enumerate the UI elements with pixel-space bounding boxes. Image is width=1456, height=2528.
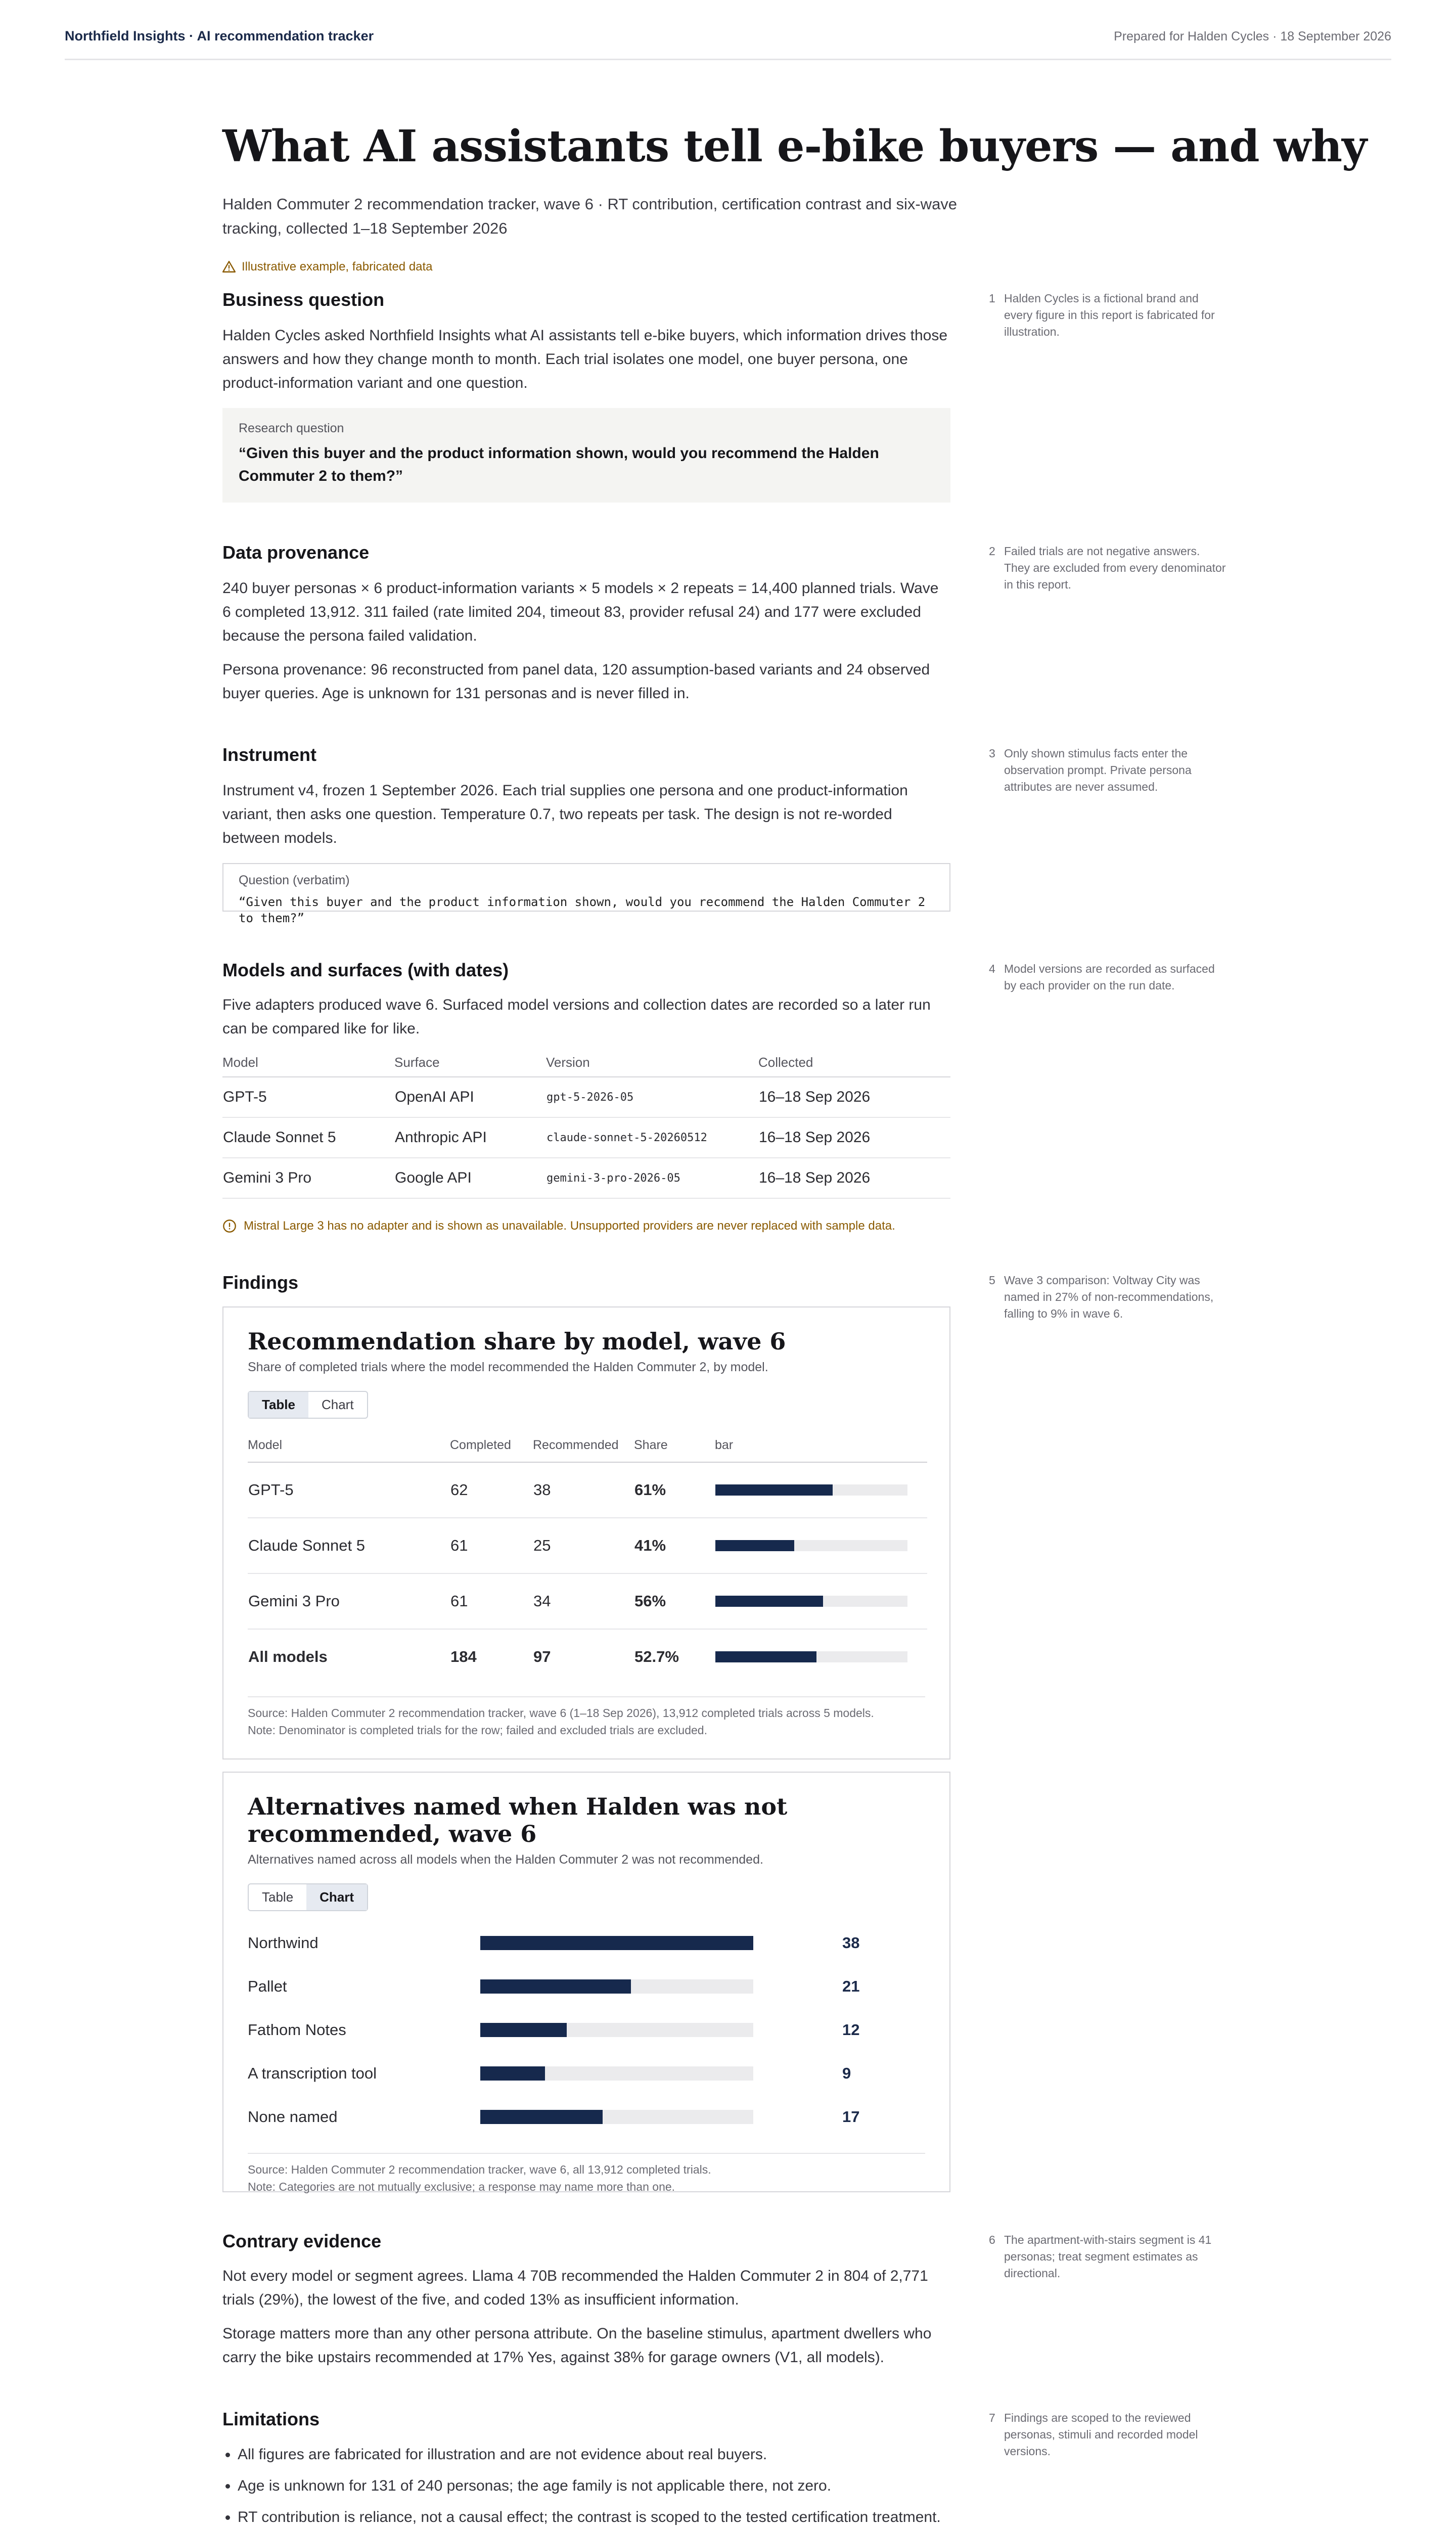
column-header: Model [222, 1055, 394, 1077]
toggle-chart[interactable]: Chart [306, 1884, 367, 1910]
bar [480, 2023, 567, 2037]
category-label: None named [248, 2108, 338, 2126]
bar [480, 1936, 753, 1950]
note-text: Note: Categories are not mutually exclusive; a response may name more than one. [248, 2180, 675, 2193]
bar-track [480, 2023, 753, 2037]
bar-row [248, 2052, 925, 2095]
table-row [222, 1077, 950, 1117]
column-header: bar [715, 1432, 927, 1462]
side-note [989, 290, 1226, 340]
source-text: Source: Halden Commuter 2 recommendation tracker, wave 6, all 13,912 completed trials. [248, 2163, 711, 2176]
research-question-text: “Given this buyer and the product information shown, would you recommend the Halden Commuter 2 to them?” [239, 445, 879, 484]
data-label: 9 [842, 2064, 851, 2082]
research-question-callout [222, 408, 950, 503]
category-label: A transcription tool [248, 2064, 377, 2082]
unavailable-notice-text: Mistral Large 3 has no adapter and is shown as unavailable. Unsupported providers are never replaced with sample data. [244, 1219, 895, 1233]
model-surface: OpenAI API [394, 1077, 546, 1117]
share-value: 41% [634, 1518, 715, 1573]
toggle-table[interactable]: Table [262, 1889, 294, 1905]
note-text: Failed trials are not negative answers. They are excluded from every denominator in this report. [1004, 545, 1226, 591]
list-item: • Age is unknown for 131 of 240 personas; the age family is not applicable there, not zero. [238, 2474, 950, 2498]
instrument-text: Instrument v4, frozen 1 September 2026. Each trial supplies one persona and one product-information variant, then asks one question. Temperature 0.7, two repeats per task. The design is not re-worded between models. [222, 782, 908, 846]
figure-subtitle: Alternatives named across all models when the Halden Commuter 2 was not recommended. [248, 1853, 763, 1867]
model-version: gemini-3-pro-2026-05 [546, 1158, 758, 1198]
note-text: Wave 3 comparison: Voltway City was named in 27% of non-recommendations, falling to 9% in wave 6. [1004, 1274, 1214, 1320]
models-text: Five adapters produced wave 6. Surfaced model versions and collection dates are recorded so a later run can be compared like for like. [222, 997, 931, 1037]
business-text: Halden Cycles asked Northfield Insights what AI assistants tell e-bike buyers, which information drives those answers and how they change month to month. Each trial isolates one model, one buyer persona, one product-information variant and one question. [222, 327, 948, 391]
models-table [222, 1055, 950, 1199]
model-collected: 16–18 Sep 2026 [758, 1077, 950, 1117]
list-item: • All figures are fabricated for illustration and are not evidence about real buyers. [238, 2443, 950, 2466]
page-title: What AI assistants tell e-bike buyers — and why [222, 121, 1367, 172]
note-text: Halden Cycles is a fictional brand and every figure in this report is fabricated for illustration. [1004, 292, 1215, 338]
table-row [248, 1462, 927, 1518]
bar [480, 1979, 631, 1994]
toggle-chart[interactable]: Chart [321, 1397, 354, 1412]
section-heading: Contrary evidence [222, 2231, 382, 2251]
bar-row [248, 2095, 925, 2139]
data-label: 38 [842, 1934, 860, 1952]
model-name: Gemini 3 Pro [222, 1158, 394, 1198]
model-version: gpt-5-2026-05 [546, 1077, 758, 1117]
model-collected: 16–18 Sep 2026 [758, 1158, 950, 1198]
section-heading: Models and surfaces (with dates) [222, 960, 509, 980]
note-number: 3 [989, 747, 995, 760]
completed-count: 61 [450, 1518, 533, 1573]
section-findings [222, 1272, 950, 1293]
question-verbatim-label: Question (verbatim) [239, 873, 350, 887]
note-number: 6 [989, 2233, 995, 2246]
model-name: GPT-5 [222, 1077, 394, 1117]
share-bar [715, 1651, 816, 1662]
question-verbatim-text: “Given this buyer and the product information shown, would you recommend the Halden Commuter 2 to them?” [239, 895, 933, 925]
source-text: Source: Halden Commuter 2 recommendation tracker, wave 6 (1–18 Sep 2026), 13,912 completed trials across 5 models. [248, 1706, 874, 1720]
table-row [222, 1117, 950, 1158]
note-number: 5 [989, 1274, 995, 1287]
unavailable-notice [222, 1219, 950, 1233]
contrary-text-2: Storage matters more than any other persona attribute. On the baseline stimulus, apartment dwellers who carry the bike upstairs recommended at 17% Yes, against 38% for garage owners (V1, all models). [222, 2325, 932, 2366]
hero [222, 116, 1367, 274]
recommended-count: 97 [533, 1648, 551, 1665]
alternatives-bar-chart [248, 1921, 925, 2139]
info-circle-icon [222, 1219, 237, 1233]
column-header: Recommended [533, 1432, 634, 1462]
section-heading: Instrument [222, 744, 317, 765]
bar [480, 2066, 545, 2081]
share-table [248, 1432, 927, 1684]
bar-row [248, 1965, 925, 2008]
model-version: claude-sonnet-5-20260512 [546, 1117, 758, 1158]
data-label: 12 [842, 2021, 860, 2039]
column-header: Surface [394, 1055, 546, 1077]
model-collected: 16–18 Sep 2026 [758, 1117, 950, 1158]
share-value: 52.7% [634, 1648, 679, 1665]
model-surface: Google API [394, 1158, 546, 1198]
fabricated-warning [222, 260, 950, 274]
top-bar [65, 28, 1391, 60]
figure-title: Alternatives named when Halden was not recommended, wave 6 [248, 1793, 788, 1847]
section-heading: Data provenance [222, 542, 370, 563]
completed-count: 62 [450, 1462, 533, 1518]
note-number: 1 [989, 292, 995, 305]
column-header: Completed [450, 1432, 533, 1462]
share-bar-track [715, 1540, 907, 1551]
figure-alternatives [222, 1772, 950, 2192]
side-note [989, 1272, 1226, 1322]
figure-source [248, 2153, 925, 2195]
side-note [989, 961, 1226, 994]
figure-subtitle: Share of completed trials where the model recommended the Halden Commuter 2, by model. [248, 1360, 768, 1374]
column-header: Collected [758, 1055, 950, 1077]
table-row [248, 1573, 927, 1629]
share-value: 56% [634, 1573, 715, 1629]
side-note [989, 2410, 1226, 2460]
completed-count: 184 [450, 1648, 477, 1665]
figure-recommendation-share [222, 1306, 950, 1759]
figure-title: Recommendation share by model, wave 6 [248, 1328, 786, 1355]
list-item: • RT contribution is reliance, not a causal effect; the contrast is scoped to the tested certification treatment. [238, 2506, 950, 2528]
model-surface: Anthropic API [394, 1117, 546, 1158]
table-row [248, 1518, 927, 1573]
table-row [222, 1158, 950, 1198]
note-number: 4 [989, 962, 995, 975]
note-text: Only shown stimulus facts enter the observation prompt. Private persona attributes are never assumed. [1004, 747, 1192, 793]
column-header: Version [546, 1055, 758, 1077]
bar [480, 2110, 603, 2124]
bar-row [248, 2008, 925, 2052]
view-toggle [248, 1883, 368, 1911]
warning-icon [222, 260, 236, 274]
share-bar-cell [715, 1518, 927, 1573]
model-name: Gemini 3 Pro [248, 1573, 450, 1629]
share-bar [715, 1484, 833, 1496]
section-instrument [222, 744, 950, 925]
prepared-for: Prepared for Halden Cycles · 18 September 2026 [1114, 29, 1391, 43]
share-bar-track [715, 1596, 907, 1607]
data-label: 21 [842, 1977, 860, 1995]
share-bar-cell [715, 1462, 927, 1518]
section-heading: Business question [222, 289, 385, 310]
table-header-row [248, 1432, 927, 1462]
recommended-count: 25 [533, 1518, 634, 1573]
category-label: Pallet [248, 1977, 287, 1995]
section-data-provenance [222, 542, 950, 705]
bar-track [480, 1979, 753, 1994]
share-bar-cell [715, 1573, 927, 1629]
category-label: Northwind [248, 1934, 318, 1952]
side-note [989, 745, 1226, 795]
share-bar-cell [715, 1629, 927, 1684]
note-number: 7 [989, 2411, 995, 2424]
data-label: 17 [842, 2108, 860, 2126]
provenance-text-1: 240 buyer personas × 6 product-information variants × 5 models × 2 repeats = 14,400 planned trials. Wave 6 completed 13,912. 311 failed (rate limited 204, timeout 83, provider refusal 24) and 177 were excluded because the persona failed validation. [222, 580, 939, 644]
side-note [989, 543, 1226, 593]
section-limitations [222, 2409, 950, 2528]
share-bar [715, 1596, 823, 1607]
table-row [248, 1629, 927, 1684]
research-question-label: Research question [239, 421, 344, 435]
note-text: The apartment-with-stairs segment is 41 personas; treat segment estimates as directional. [1004, 2233, 1212, 2280]
share-bar-track [715, 1651, 907, 1662]
bar-track [480, 2066, 753, 2081]
bar-track [480, 2110, 753, 2124]
warning-text: Illustrative example, fabricated data [242, 260, 433, 274]
bar-row [248, 1921, 925, 1965]
column-header: Model [248, 1432, 450, 1462]
recommended-count: 38 [533, 1462, 634, 1518]
section-contrary-evidence [222, 2231, 950, 2369]
model-name: Claude Sonnet 5 [222, 1117, 394, 1158]
section-models [222, 960, 950, 1233]
bar-track [480, 1936, 753, 1950]
figure-source [248, 1696, 925, 1739]
section-heading: Limitations [222, 2409, 320, 2429]
toggle-table[interactable]: Table [249, 1392, 308, 1418]
note-text: Findings are scoped to the reviewed personas, stimuli and recorded model versions. [1004, 2411, 1198, 2458]
question-verbatim-box [222, 863, 950, 925]
share-bar-track [715, 1484, 907, 1496]
section-heading: Findings [222, 1272, 298, 1293]
limitations-list [222, 2443, 950, 2528]
share-value: 61% [634, 1462, 715, 1518]
view-toggle [248, 1391, 368, 1419]
note-number: 2 [989, 545, 995, 558]
model-name: Claude Sonnet 5 [248, 1518, 450, 1573]
model-name: GPT-5 [248, 1462, 450, 1518]
column-header: Share [634, 1432, 715, 1462]
completed-count: 61 [450, 1573, 533, 1629]
recommended-count: 34 [533, 1573, 634, 1629]
section-business-question [222, 289, 950, 503]
category-label: Fathom Notes [248, 2021, 346, 2039]
table-header-row [222, 1055, 950, 1077]
share-bar [715, 1540, 794, 1551]
contrary-text-1: Not every model or segment agrees. Llama 4 70B recommended the Halden Commuter 2 in 804 of 2,771 trials (29%), the lowest of the five, and coded 13% as insufficient information. [222, 2268, 928, 2308]
brand: Northfield Insights · AI recommendation tracker [65, 28, 374, 43]
provenance-text-2: Persona provenance: 96 reconstructed from panel data, 120 assumption-based variants and 24 observed buyer queries. Age is unknown for 131 personas and is never filled in. [222, 661, 930, 702]
note-text: Note: Denominator is completed trials for the row; failed and excluded trials are excluded. [248, 1724, 707, 1737]
model-name: All models [248, 1648, 328, 1665]
note-text: Model versions are recorded as surfaced by each provider on the run date. [1004, 962, 1215, 992]
side-note [989, 2232, 1226, 2282]
page-subtitle: Halden Commuter 2 recommendation tracker, wave 6 · RT contribution, certification contrast and six-wave tracking, collected 1–18 September 2026 [222, 195, 958, 237]
